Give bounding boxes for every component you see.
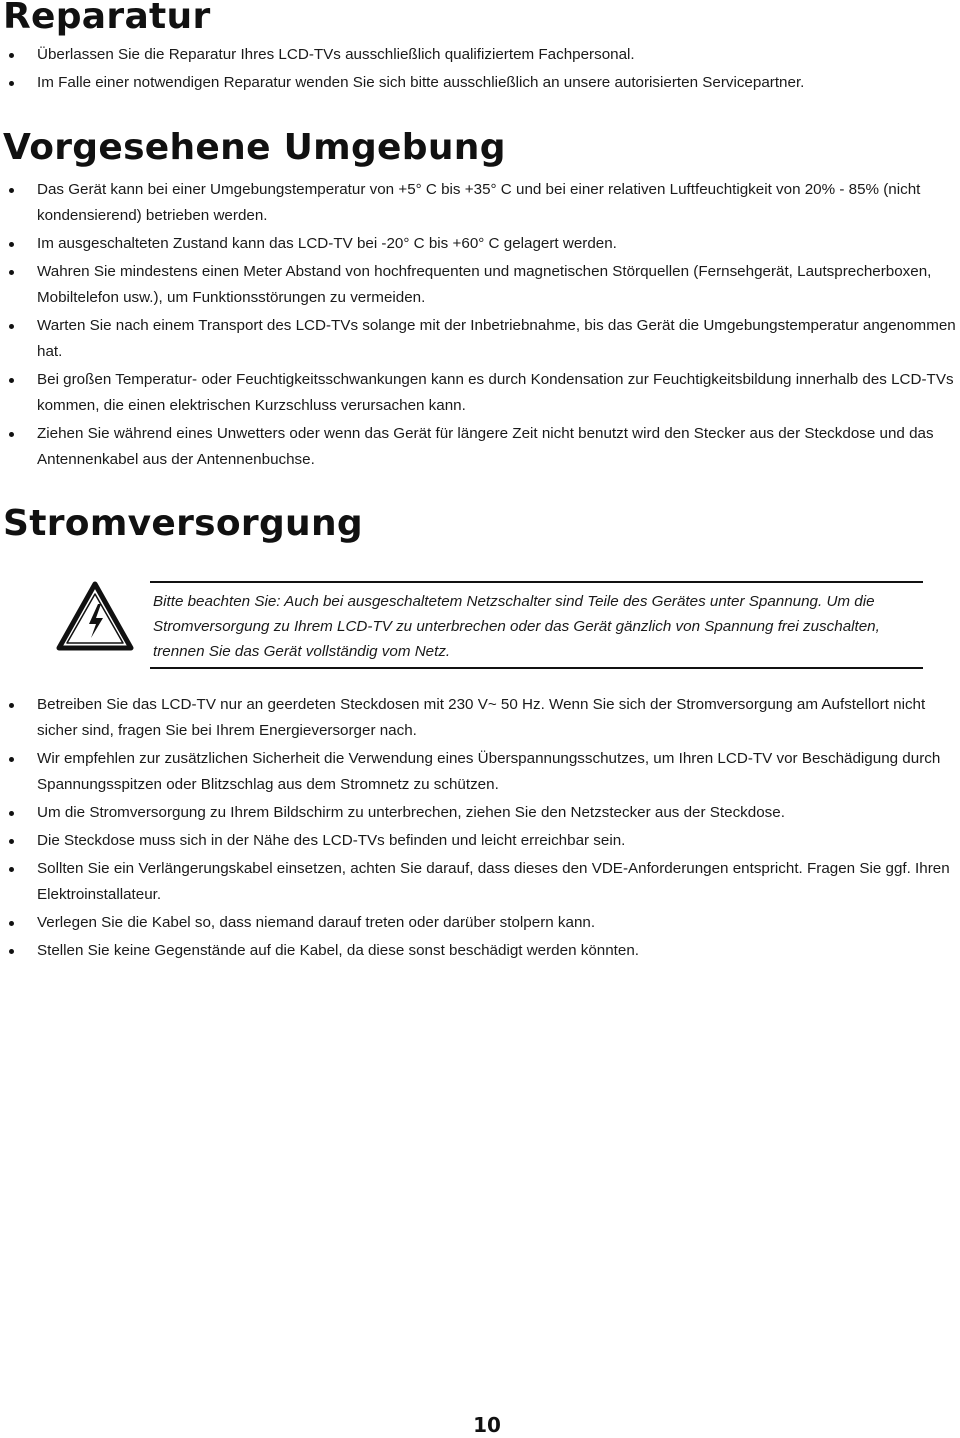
warning-text-frame [150, 581, 923, 669]
list-item [0, 800, 960, 826]
heading-reparatur: Reparatur [3, 0, 211, 37]
list-stromversorgung [0, 692, 960, 966]
list-item [0, 70, 960, 96]
list-item [0, 692, 960, 744]
list-item [0, 177, 960, 229]
list-item [0, 421, 960, 473]
list-item-text: Im Falle einer notwendigen Reparatur wenden Sie sich bitte ausschließlich an unsere autorisierten Servicepartner. [37, 74, 805, 91]
heading-stromversorgung: Stromversorgung [3, 503, 363, 544]
list-item-text: Das Gerät kann bei einer Umgebungstemperatur von +5° C bis +35° C und bei einer relativen Luftfeuchtigkeit von 20% - 85% (nicht kondensierend) betrieben werden. [37, 181, 921, 224]
bullet-icon [9, 757, 14, 762]
bullet-icon [9, 53, 14, 58]
bullet-icon [9, 242, 14, 247]
warning-box [0, 578, 960, 668]
bullet-icon [9, 703, 14, 708]
bullet-icon [9, 378, 14, 383]
bullet-icon [9, 811, 14, 816]
bullet-icon [9, 324, 14, 329]
bullet-icon [9, 432, 14, 437]
list-item-text: Im ausgeschalteten Zustand kann das LCD-TV bei -20° C bis +60° C gelagert werden. [37, 235, 617, 252]
bullet-icon [9, 839, 14, 844]
list-item [0, 856, 960, 908]
list-item-text: Stellen Sie keine Gegenstände auf die Kabel, da diese sonst beschädigt werden könnten. [37, 942, 640, 959]
list-item [0, 231, 960, 257]
bullet-icon [9, 188, 14, 193]
bullet-icon [9, 949, 14, 954]
bullet-icon [9, 867, 14, 872]
list-item-text: Bei großen Temperatur- oder Feuchtigkeitsschwankungen kann es durch Kondensation zur Feuchtigkeitsbildung innerhalb des LCD-TVs kommen, die einen elektrischen Kurzschluss verursachen kann. [37, 371, 954, 414]
list-reparatur [0, 42, 960, 98]
bullet-icon [9, 921, 14, 926]
list-item [0, 367, 960, 419]
warning-text: Bitte beachten Sie: Auch bei ausgeschaltetem Netzschalter sind Teile des Gerätes unter Spannung. Um die Stromversorgung zu Ihrem LCD-TV zu unterbrechen oder das Gerät gänzlich von Spannung frei zuschalten, trennen Sie das Gerät vollständig vom Netz. [153, 593, 880, 660]
list-item-text: Warten Sie nach einem Transport des LCD-TVs solange mit der Inbetriebnahme, bis das Gerät die Umgebungstemperatur angenommen hat. [37, 317, 956, 360]
list-item [0, 42, 960, 68]
list-item-text: Wahren Sie mindestens einen Meter Abstand von hochfrequenten und magnetischen Störquellen (Fernsehgerät, Lautsprecherboxen, Mobiltelefon usw.), um Funktionsstörungen zu vermeiden. [37, 263, 932, 306]
bullet-icon [9, 81, 14, 86]
page-number: 10 [473, 1413, 501, 1437]
list-item-text: Sollten Sie ein Verlängerungskabel einsetzen, achten Sie darauf, dass dieses den VDE-Anforderungen entspricht. Fragen Sie ggf. Ihren Elektroinstallateur. [37, 860, 950, 903]
list-item [0, 938, 960, 964]
list-item [0, 259, 960, 311]
list-item-text: Ziehen Sie während eines Unwetters oder wenn das Gerät für längere Zeit nicht benutzt wird den Stecker aus der Steckdose und das Antennenkabel aus der Antennenbuchse. [37, 425, 934, 468]
list-item-text: Wir empfehlen zur zusätzlichen Sicherheit die Verwendung eines Überspannungsschutzes, um Ihren LCD-TV vor Beschädigung durch Spannungsspitzen oder Blitzschlag aus dem Stromnetz zu schützen. [37, 750, 941, 793]
list-item-text: Um die Stromversorgung zu Ihrem Bildschirm zu unterbrechen, ziehen Sie den Netzstecker aus der Steckdose. [37, 804, 785, 821]
list-item-text: Überlassen Sie die Reparatur Ihres LCD-TVs ausschließlich qualifiziertem Fachpersonal. [37, 46, 635, 63]
list-umgebung [0, 177, 960, 475]
list-item [0, 746, 960, 798]
list-item-text: Verlegen Sie die Kabel so, dass niemand darauf treten oder darüber stolpern kann. [37, 914, 596, 931]
bullet-icon [9, 270, 14, 275]
list-item-text: Betreiben Sie das LCD-TV nur an geerdeten Steckdosen mit 230 V~ 50 Hz. Wenn Sie sich der Stromversorgung am Aufstellort nicht sicher sind, fragen Sie bei Ihrem Energieversorger nach. [37, 696, 926, 739]
list-item [0, 313, 960, 365]
high-voltage-warning-icon [55, 580, 135, 652]
heading-vorgesehene-umgebung: Vorgesehene Umgebung [3, 127, 506, 168]
list-item [0, 828, 960, 854]
list-item [0, 910, 960, 936]
list-item-text: Die Steckdose muss sich in der Nähe des LCD-TVs befinden und leicht erreichbar sein. [37, 832, 626, 849]
